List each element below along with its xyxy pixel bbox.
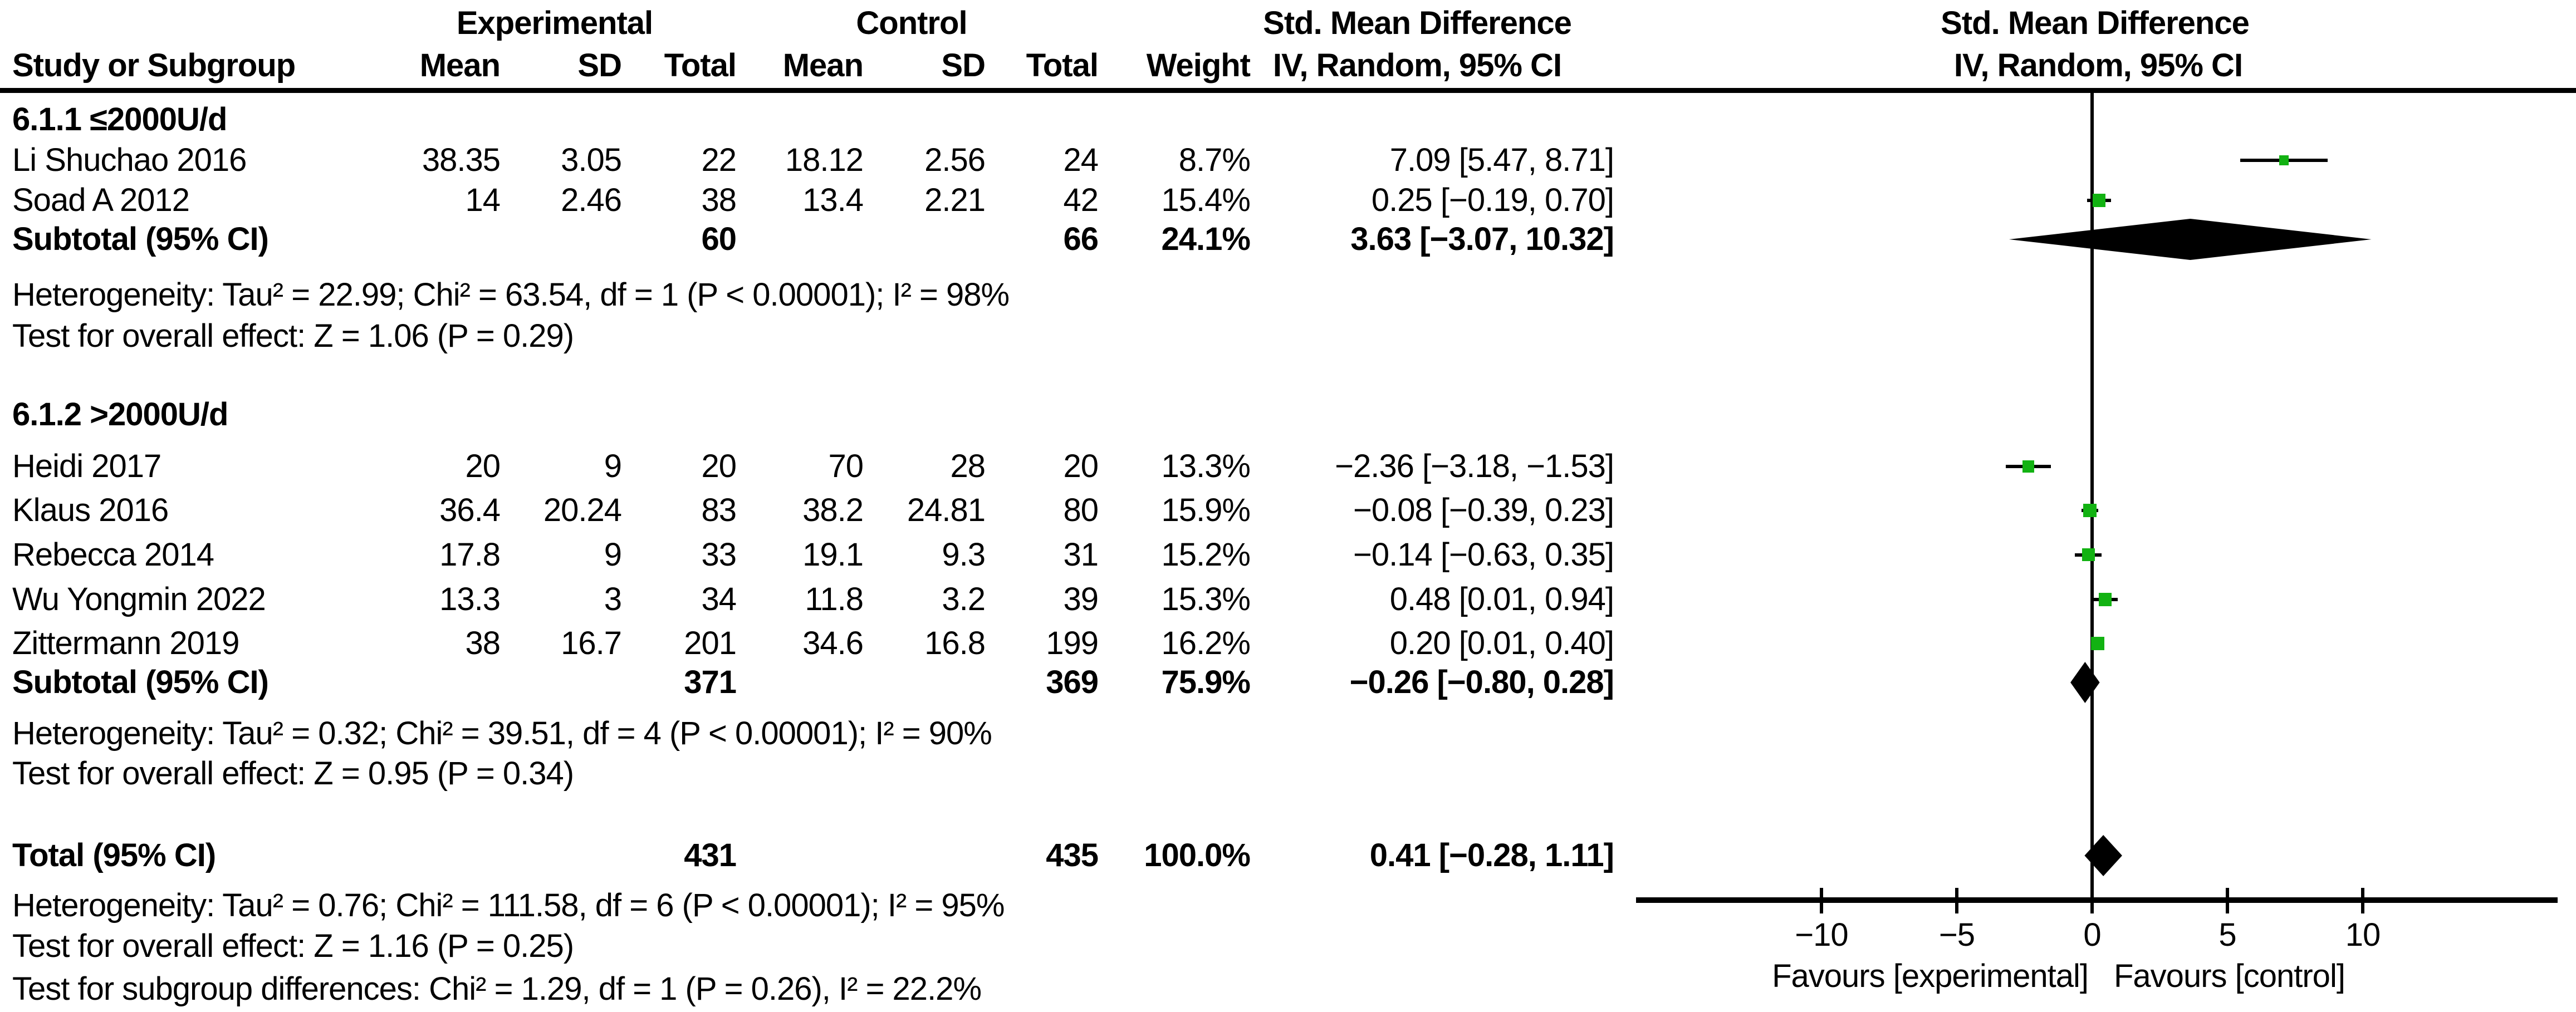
weight: 24.1%	[1161, 221, 1250, 257]
ctl-sd: 3.2	[942, 581, 985, 617]
weight: 13.3%	[1161, 448, 1250, 484]
overall-effect-text: Test for overall effect: Z = 1.06 (P = 0.29)	[12, 318, 574, 354]
smd-ci-text: −0.14 [−0.63, 0.35]	[1353, 537, 1614, 573]
effect-square	[2082, 548, 2095, 561]
axis-tick-label: −10	[1795, 917, 1848, 953]
overall-effect-text: Test for overall effect: Z = 1.16 (P = 0.25)	[12, 928, 574, 964]
axis-tick-label: −5	[1938, 917, 1975, 953]
exp-mean: 36.4	[439, 492, 500, 528]
study-column-header: Study or Subgroup	[12, 47, 296, 83]
exp-total-header: Total	[664, 47, 736, 83]
axis-tick-label: 10	[2345, 917, 2381, 953]
exp-total: 20	[701, 448, 736, 484]
exp-total: 60	[701, 221, 736, 257]
ctl-total: 435	[1046, 837, 1098, 873]
exp-mean: 14	[465, 182, 500, 218]
method-plot-header: IV, Random, 95% CI	[1953, 47, 2243, 83]
smd-column-header: Std. Mean Difference	[1263, 5, 1571, 41]
smd-ci-text: 0.48 [0.01, 0.94]	[1389, 581, 1614, 617]
effect-square	[2091, 637, 2104, 650]
smd-ci-text: 7.09 [5.47, 8.71]	[1389, 142, 1614, 178]
subtotal-label: Subtotal (95% CI)	[12, 221, 268, 257]
study-name: Li Shuchao 2016	[12, 142, 247, 178]
ctl-total: 31	[1063, 537, 1098, 573]
exp-sd: 3.05	[561, 142, 621, 178]
weight: 15.4%	[1161, 182, 1250, 218]
ctl-sd: 24.81	[907, 492, 985, 528]
axis-tick-label: 0	[2083, 917, 2101, 953]
effect-square	[2022, 460, 2035, 473]
study-name: Soad A 2012	[12, 182, 189, 218]
study-name: Heidi 2017	[12, 448, 161, 484]
ctl-total: 39	[1063, 581, 1098, 617]
weight: 15.2%	[1161, 537, 1250, 573]
study-name: Klaus 2016	[12, 492, 169, 528]
ctl-mean: 11.8	[805, 581, 863, 617]
exp-mean: 13.3	[439, 581, 500, 617]
exp-mean: 38	[465, 625, 500, 661]
heterogeneity-text: Heterogeneity: Tau² = 22.99; Chi² = 63.54, df = 1 (P < 0.00001); I² = 98%	[12, 277, 1010, 313]
weight: 75.9%	[1161, 664, 1250, 700]
exp-sd-header: SD	[577, 47, 621, 83]
weight: 16.2%	[1161, 625, 1250, 661]
ctl-mean: 13.4	[802, 182, 863, 218]
exp-sd: 9	[604, 448, 621, 484]
smd-plot-header: Std. Mean Difference	[1941, 5, 2249, 41]
ctl-total: 199	[1046, 625, 1098, 661]
subgroup-difference-text: Test for subgroup differences: Chi² = 1.29, df = 1 (P = 0.26), I² = 22.2%	[12, 971, 982, 1007]
ctl-mean: 70	[828, 448, 863, 484]
control-group-header: Control	[856, 5, 967, 41]
exp-sd: 16.7	[561, 625, 621, 661]
exp-mean: 38.35	[422, 142, 500, 178]
exp-total: 431	[684, 837, 736, 873]
exp-sd: 20.24	[543, 492, 621, 528]
ctl-total: 24	[1063, 142, 1098, 178]
ctl-total: 80	[1063, 492, 1098, 528]
method-column-header: IV, Random, 95% CI	[1272, 47, 1562, 83]
ctl-sd: 28	[950, 448, 985, 484]
weight: 8.7%	[1178, 142, 1250, 178]
ctl-total: 369	[1046, 664, 1098, 700]
exp-total: 34	[701, 581, 736, 617]
ctl-mean: 19.1	[802, 537, 863, 573]
favours-experimental-label: Favours [experimental]	[1772, 958, 2088, 994]
weight: 15.9%	[1161, 492, 1250, 528]
axis-tick	[1820, 888, 1823, 913]
smd-ci-text: 0.41 [−0.28, 1.11]	[1369, 837, 1614, 873]
exp-total: 371	[684, 664, 736, 700]
axis-tick	[1955, 888, 1958, 913]
pooled-diamond	[2070, 662, 2099, 703]
weight: 100.0%	[1144, 837, 1250, 873]
ctl-mean: 34.6	[802, 625, 863, 661]
ctl-total-header: Total	[1026, 47, 1098, 83]
smd-ci-text: 0.25 [−0.19, 0.70]	[1371, 182, 1614, 218]
effect-square	[2279, 155, 2289, 165]
exp-total: 201	[684, 625, 736, 661]
smd-ci-text: 3.63 [−3.07, 10.32]	[1350, 221, 1614, 257]
exp-sd: 9	[604, 537, 621, 573]
ctl-sd: 2.21	[924, 182, 985, 218]
weight-header: Weight	[1146, 47, 1250, 83]
effect-square	[2099, 593, 2112, 606]
study-name: Zittermann 2019	[12, 625, 239, 661]
exp-total: 22	[701, 142, 736, 178]
heterogeneity-text: Heterogeneity: Tau² = 0.76; Chi² = 111.58, df = 6 (P < 0.00001); I² = 95%	[12, 887, 1005, 923]
subgroup-label: 6.1.1 ≤2000U/d	[12, 101, 227, 137]
overall-effect-text: Test for overall effect: Z = 0.95 (P = 0.34)	[12, 755, 574, 792]
exp-total: 38	[701, 182, 736, 218]
subgroup-label: 6.1.2 >2000U/d	[12, 396, 228, 433]
subtotal-label: Subtotal (95% CI)	[12, 664, 268, 700]
ctl-total: 20	[1063, 448, 1098, 484]
study-name: Wu Yongmin 2022	[12, 581, 266, 617]
weight: 15.3%	[1161, 581, 1250, 617]
total-label: Total (95% CI)	[12, 837, 216, 873]
pooled-diamond	[2009, 219, 2372, 260]
pooled-diamond	[2084, 835, 2122, 876]
effect-square	[2083, 504, 2097, 517]
exp-mean: 20	[465, 448, 500, 484]
ctl-sd: 9.3	[942, 537, 985, 573]
exp-total: 83	[701, 492, 736, 528]
ctl-total: 42	[1063, 182, 1098, 218]
axis-tick	[2361, 888, 2364, 913]
exp-sd: 2.46	[561, 182, 621, 218]
effect-square	[2093, 194, 2105, 207]
exp-mean-header: Mean	[419, 47, 500, 83]
ctl-sd-header: SD	[941, 47, 985, 83]
study-name: Rebecca 2014	[12, 537, 214, 573]
exp-sd: 3	[604, 581, 621, 617]
smd-ci-text: −0.08 [−0.39, 0.23]	[1353, 492, 1614, 528]
ctl-mean-header: Mean	[782, 47, 863, 83]
ctl-total: 66	[1063, 221, 1098, 257]
axis-tick	[2226, 888, 2229, 913]
smd-ci-text: −2.36 [−3.18, −1.53]	[1335, 448, 1614, 484]
favours-control-label: Favours [control]	[2114, 958, 2345, 994]
heterogeneity-text: Heterogeneity: Tau² = 0.32; Chi² = 39.51, df = 4 (P < 0.00001); I² = 90%	[12, 715, 992, 751]
ctl-mean: 38.2	[802, 492, 863, 528]
experimental-group-header: Experimental	[456, 5, 653, 41]
smd-ci-text: 0.20 [0.01, 0.40]	[1389, 625, 1614, 661]
ctl-mean: 18.12	[785, 142, 863, 178]
ctl-sd: 2.56	[924, 142, 985, 178]
exp-total: 33	[701, 537, 736, 573]
axis-tick-label: 5	[2219, 917, 2236, 953]
smd-ci-text: −0.26 [−0.80, 0.28]	[1349, 664, 1614, 700]
exp-mean: 17.8	[439, 537, 500, 573]
axis-tick	[2090, 888, 2094, 913]
ctl-sd: 16.8	[924, 625, 985, 661]
